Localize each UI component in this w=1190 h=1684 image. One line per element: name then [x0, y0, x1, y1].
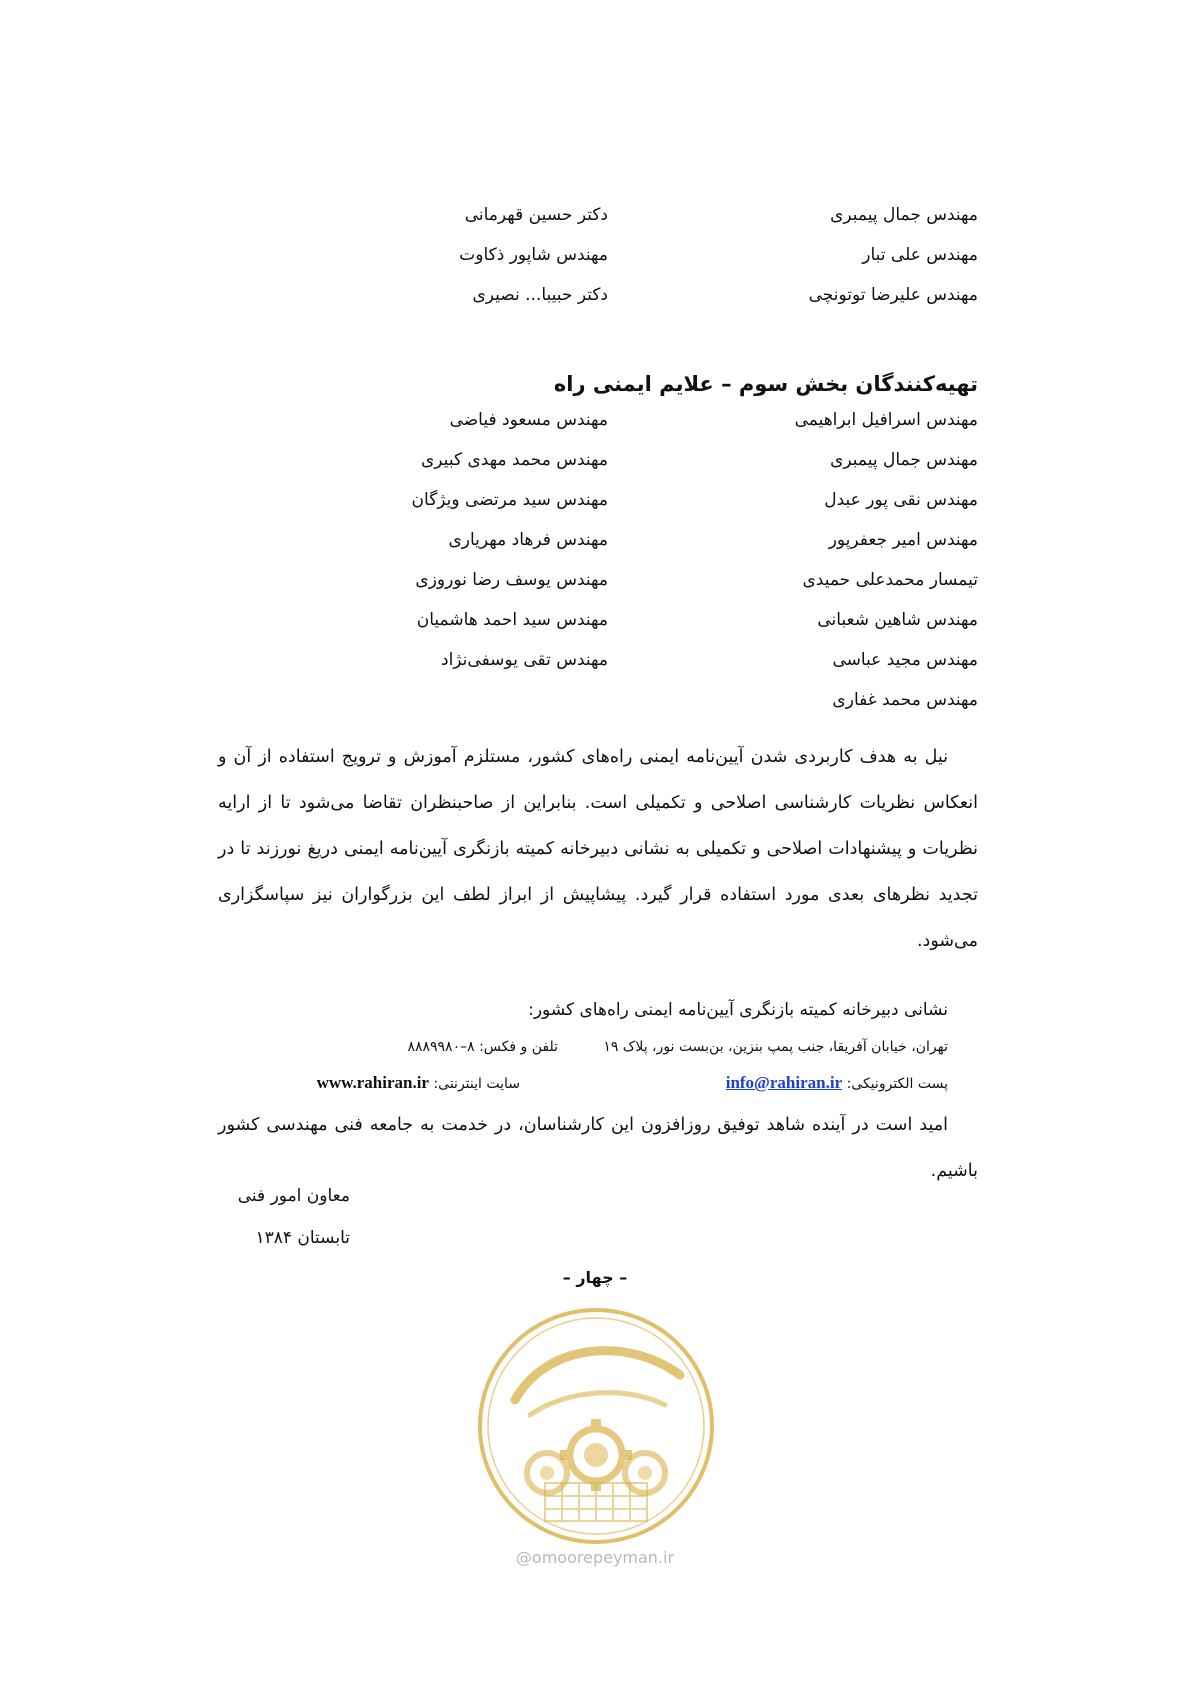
name-entry: مهندس اسرافیل ابراهیمی	[794, 410, 978, 430]
name-entry: دکتر حسین قهرمانی	[464, 205, 608, 225]
name-entry: مهندس یوسف رضا نوروزی	[415, 570, 608, 590]
name-entry: مهندس علی تبار	[862, 245, 978, 265]
watermark-logo	[475, 1305, 717, 1547]
website-row	[317, 1073, 520, 1093]
name-entry: تیمسار محمدعلی حمیدی	[802, 570, 978, 590]
name-entry: مهندس شاهین شعبانی	[817, 610, 978, 630]
name-row	[378, 680, 978, 720]
name-row	[378, 275, 978, 315]
page-number: – چهار –	[562, 1268, 628, 1287]
name-row	[378, 480, 978, 520]
email-link[interactable]: info@rahiran.ir	[725, 1073, 843, 1092]
signature-title: معاون امور فنی	[237, 1186, 350, 1206]
name-row	[378, 440, 978, 480]
name-row	[378, 520, 978, 560]
name-entry: مهندس شاپور ذکاوت	[459, 245, 608, 265]
name-row	[378, 640, 978, 680]
name-entry: مهندس نقی پور عبدل	[824, 490, 978, 510]
name-row	[378, 560, 978, 600]
name-entry: مهندس امیر جعفرپور	[828, 530, 978, 550]
name-entry: مهندس محمد غفاری	[832, 690, 978, 710]
intro-paragraph: نیل به هدف کاربردی شدن آیین‌نامه ایمنی راه‌های کشور، مستلزم آموزش و ترویج استفاده از آن و انعکاس نظریات کارشناسی اصلاحی و تکمیلی است. بنابراین از صاحبنظران تقاضا می‌شود تا از ارایه نظریات و پیشنهادات اصلاحی و تکمیلی به نشانی دبیرخانه کمیته بازنگری آیین‌نامه ایمنی دریغ نورزند تا در تجدید نظرهای بعدی مورد استفاده قرار گیرد. پیشاپیش از ابراز لطف این بزرگواران نیز سپاسگزاری می‌شود.	[218, 747, 978, 951]
name-entry: دکتر حبیبا... نصیری	[472, 285, 608, 305]
name-row	[378, 400, 978, 440]
email-row	[726, 1073, 948, 1093]
watermark-url: @omoorepeyman.ir	[515, 1548, 675, 1567]
name-entry: مهندس علیرضا توتونچی	[808, 285, 978, 305]
name-row	[378, 600, 978, 640]
name-entry: مهندس مجید عباسی	[832, 650, 978, 670]
name-entry: مهندس سید احمد هاشمیان	[416, 610, 608, 630]
name-entry: مهندس مسعود فیاضی	[449, 410, 608, 430]
section-names-list	[378, 400, 978, 720]
website-label: سایت اینترنتی:	[433, 1076, 520, 1092]
name-row	[378, 195, 978, 235]
name-entry: مهندس جمال پیمبری	[830, 205, 978, 225]
closing-paragraph: امید است در آینده شاهد توفیق روزافزون این کارشناسان، در خدمت به جامعه فنی مهندسی کشور باشیم.	[218, 1115, 978, 1181]
address-phone: تلفن و فکس: ۸–۸۸۸۹۹۸۰	[407, 1039, 558, 1055]
name-entry: مهندس سید مرتضی ویژگان	[411, 490, 608, 510]
section-title: تهیه‌کنندگان بخش سوم – علایم ایمنی راه	[553, 372, 978, 396]
address-heading: نشانی دبیرخانه کمیته بازنگری آیین‌نامه ایمنی راه‌های کشور:	[528, 1000, 948, 1020]
name-entry: مهندس تقی یوسفی‌نژاد	[441, 650, 608, 670]
email-label: پست الکترونیکی:	[846, 1076, 948, 1092]
name-entry: مهندس جمال پیمبری	[830, 450, 978, 470]
top-names-list	[378, 195, 978, 315]
signature-date: تابستان ۱۳۸۴	[255, 1228, 350, 1248]
address-street: تهران، خیابان آفریقا، جنب پمپ بنزین، بن‌بست نور، پلاک ۱۹	[603, 1039, 948, 1055]
name-row	[378, 235, 978, 275]
name-entry: مهندس فرهاد مهریاری	[448, 530, 608, 550]
name-entry: مهندس محمد مهدی کبیری	[421, 450, 608, 470]
website-link[interactable]: www.rahiran.ir	[316, 1073, 429, 1092]
